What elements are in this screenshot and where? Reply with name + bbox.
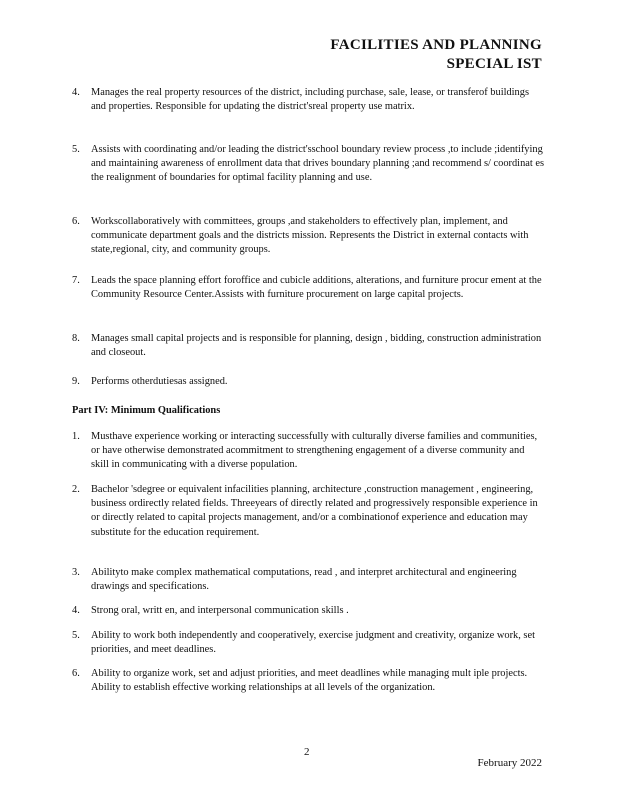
item-number: 7.	[72, 275, 80, 286]
item-number: 8.	[72, 333, 80, 344]
item-number: 9.	[72, 376, 80, 387]
item-number: 4.	[72, 605, 80, 616]
item-number: 6.	[72, 216, 80, 227]
item-text: Manages small capital projects and is responsible for planning, design , bidding, construction administration and closeout.	[91, 333, 542, 359]
list-item	[72, 86, 544, 114]
list-item	[72, 430, 544, 473]
item-text: Ability to organize work, set and adjust priorities, and meet deadlines while managing mult iple projects. Ability to establish effective working relationships at all levels of the organization.	[91, 668, 528, 694]
item-text: Leads the space planning effort foroffice and cubicle additions, alterations, and furniture procur ement at the Community Resource Center.Assists with furniture procurement on large capital projects.	[91, 275, 542, 301]
list-item	[72, 629, 544, 657]
section-heading: Part IV: Minimum Qualifications	[72, 405, 221, 416]
item-number: 5.	[72, 630, 80, 641]
title-line-2: SPECIAL IST	[446, 56, 542, 72]
item-text: Manages the real property resources of the district, including purchase, sale, lease, or transferof buildings and properties. Responsible for updating the district'sreal property use matrix.	[91, 87, 529, 113]
item-text: Bachelor 'sdegree or equivalent infacilities planning, architecture ,construction management , engineering, business ordirectly related fields. Threeyears of directly related and progressively responsible experience in or directly related to capital projects management, and/or a combinationof experience and education may substitute for the education requirement.	[91, 484, 538, 538]
item-text: Ability to work both independently and cooperatively, exercise judgment and creativity, organize work, set priorities, and meet deadlines.	[91, 630, 535, 656]
list-item	[72, 566, 544, 594]
item-number: 3.	[72, 567, 80, 578]
list-item	[72, 143, 544, 186]
list-item	[72, 332, 544, 360]
item-number: 5.	[72, 144, 80, 155]
list-item	[72, 215, 544, 258]
item-text: Workscollaboratively with committees, groups ,and stakeholders to effectively plan, implement, and communicate department goals and the districts mission. Represents the District in external contacts with state,regional, city, and community groups.	[91, 216, 529, 256]
list-item	[72, 274, 544, 302]
page-number: 2	[304, 746, 310, 758]
list-item	[72, 483, 544, 540]
footer-date: February 2022	[477, 757, 542, 769]
list-item	[72, 375, 544, 389]
item-text: Abilityto make complex mathematical computations, read , and interpret architectural and engineering drawings and specifications.	[91, 567, 517, 593]
item-text: Assists with coordinating and/or leading the district'sschool boundary review process ,to include ;identifying and maintaining awareness of enrollment data that drives boundary planning ;and recommend s/ coordinat es the realignment of boundaries for optimal facility planning and use.	[91, 144, 545, 184]
item-number: 1.	[72, 431, 80, 442]
item-text: Performs otherdutiesas assigned.	[91, 376, 228, 387]
title-line-1: FACILITIES AND PLANNING	[330, 37, 542, 53]
list-item	[72, 667, 544, 695]
list-item	[72, 604, 544, 618]
item-number: 2.	[72, 484, 80, 495]
item-text: Musthave experience working or interacting successfully with culturally diverse families and communities, or have otherwise demonstrated acommitment to strengthening engagement of a diverse community and skill in communicating with a diverse population.	[91, 431, 538, 471]
document-title	[330, 36, 542, 74]
item-number: 4.	[72, 87, 80, 98]
item-number: 6.	[72, 668, 80, 679]
item-text: Strong oral, writt en, and interpersonal communication skills .	[91, 605, 349, 616]
